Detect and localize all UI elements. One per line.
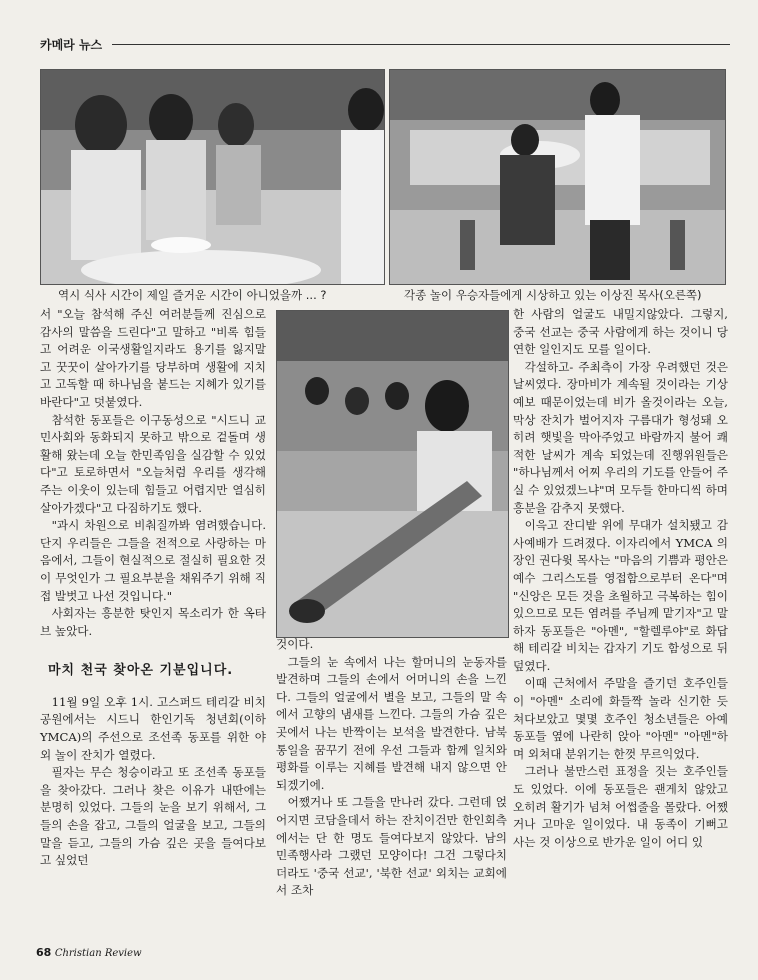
page-number: 68	[36, 946, 52, 959]
paragraph: 필자는 무슨 청승이라고 또 조선족 동포들을 찾아갔다. 그러나 찾은 이유가 내딴에는 분명히 있었다. 그들의 눈을 보기 위해서, 그들의 손을 잡고, 그들의 얼굴을 보고, 그들의 말을 듣고, 그들의 가슴 깊은 곳을 들여다보고 싶었던	[40, 765, 266, 868]
magazine-name: Christian Review	[54, 948, 142, 959]
photo-caption-right: 각종 놀이 우승자들에게 시상하고 있는 이상진 목사(오른쪽)	[404, 288, 702, 302]
paragraph: 참석한 동포들은 이구동성으로 "시드니 교민사회와 동화되지 못하고 밖으로 겉돌며 생활해 왔는데 오늘 한민족임을 실감할 수 있었다"고 토로하면서 "오늘처럼 우리를 생각해 주는 이웃이 있는데 힘들고 어렵지만 열심히 살아가겠다"고 다짐하기도 했다.	[40, 412, 266, 515]
paragraph: "과시 차원으로 비춰질까봐 염려했습니다. 단지 우리들은 그들을 전적으로 사랑하는 마음에서, 그들이 현실적으로 절실히 필요한 것이 무엇인가 그 필요부분을 채워주기 위해 직접 발벗고 나선 것입니다."	[40, 518, 266, 603]
article-column-2	[276, 636, 507, 900]
section-title: 카메라 뉴스	[40, 38, 103, 52]
paragraph: 이때 근처에서 주말을 즐기던 호주인들이 "아멘" 소리에 화들짝 놀라 신기한 듯 쳐다보았고 몇몇 호주인 청소년들은 아예 동포들 옆에 나란히 앉아 "아멘" "아멘"하며 외쳐대 분위기는 한껏 무르익었다.	[513, 676, 728, 761]
photo-caption-left: 역시 식사 시간이 제일 즐거운 시간이 아니었을까 ... ?	[58, 288, 327, 302]
section-header	[40, 36, 730, 52]
paragraph: 11월 9일 오후 1시. 고스퍼드 테리갈 비치 공원에서는 시드니 한인기독 청년회(이하 YMCA)의 주선으로 조선족 동포를 위한 야외 놀이 잔치가 열렸다.	[40, 694, 266, 762]
paragraph: 어쨌거나 또 그들을 만나러 갔다. 그런데 얹어지면 코담을데서 하는 잔치이건만 한인회측에서는 단 한 명도 들여다보지 않았다. 남의 민족행사라 그랬던 모양이다! 그건 그렇다치더라도 '중국 선교', '북한 선교' 외치는 교회에서 조차	[276, 795, 507, 898]
photo-prize-ceremony	[389, 69, 726, 285]
photo-buffet-meal	[40, 69, 385, 285]
paragraph: 그러나 불만스런 표정을 짓는 호주인들도 있었다. 이에 동포들은 괜게치 않았고 오히려 활기가 넘쳐 어썹줄을 몰랐다. 어쨌거나 고마운 일이었다. 내 동족이 기뻐고 사는 것 이상으로 반가운 일이 어디 있	[513, 764, 728, 849]
paragraph: 한 사람의 얼굴도 내밀지않았다. 그렇지, 중국 선교는 중국 사람에게 하는 것이니 당연한 일인지도 모를 일이다.	[513, 307, 728, 357]
paragraph: 서 "오늘 참석해 주신 여러분들께 진심으로 감사의 말씀을 드린다"고 말하고 "비록 힘들고 어려운 이국생활일지라도 용기를 잃지말고 꿋꿋이 살아가기를 당부하며 생활에 지치고 고독할 때 하나님을 붙드는 지혜가 있기를 바란다"고 덧붙였다.	[40, 307, 266, 409]
page-footer	[36, 946, 142, 959]
paragraph: 이윽고 잔디밭 위에 무대가 설치됐고 감사예배가 드려졌다. 이자리에서 YMCA 의장인 권다윗 목사는 "마음의 기쁨과 평안은 예수 그리스도를 영접함으로부터 온다"며 "신앙은 모든 것을 초월하고 극복하는 힘이 있으므로 모든 염려를 주님께 맡기자"고 말하자 동포들은 "아멘", "할렐루야"로 화답해 테리갈 비치는 갑자기 기도 함성으로 뒤덮였다.	[513, 518, 728, 673]
paragraph: 사회자는 흥분한 탓인지 목소리가 한 옥타브 높았다.	[40, 606, 266, 638]
paragraph: 그들의 눈 속에서 나는 할머니의 눈동자를 발견하며 그들의 손에서 어머니의 손을 느낀다. 그들의 얼굴에서 별을 보고, 그들의 말 속에서 고향의 냄새를 느낀다. 그들의 가슴 깊은 곳에서 나는 반짝이는 보석을 발견한다. 남북통일을 꿈꾸기 전에 우선 그들과 함께 일치와 평화를 이루는 지혜를 발견해 내지 않으면 안되겠기에.	[276, 654, 507, 792]
header-rule	[112, 44, 730, 45]
subheading: 마치 천국 찾아온 기분입니다.	[48, 663, 234, 679]
article-column-3	[513, 306, 728, 851]
photo-gayageum-performance	[276, 310, 509, 638]
paragraph: 것이다.	[276, 637, 314, 651]
article-column-1	[40, 306, 266, 870]
paragraph: 각설하고- 주최측이 가장 우려했던 것은 날씨였다. 장마비가 계속될 것이라는 기상예보 때문이었는데 비가 올것이라는 오늘, 막상 잔치가 벌어지자 구름대가 형성돼 오히려 햇빛을 막아주었고 바람까지 불어 쾌적한 날씨가 계속 되었는데 진행위원들은 "하나님께서 어찌 우리의 기도를 안들어 주실 수 있었겠느냐"며 모두들 한마디씩 하며 흥분을 감추지 못했다.	[513, 359, 728, 515]
